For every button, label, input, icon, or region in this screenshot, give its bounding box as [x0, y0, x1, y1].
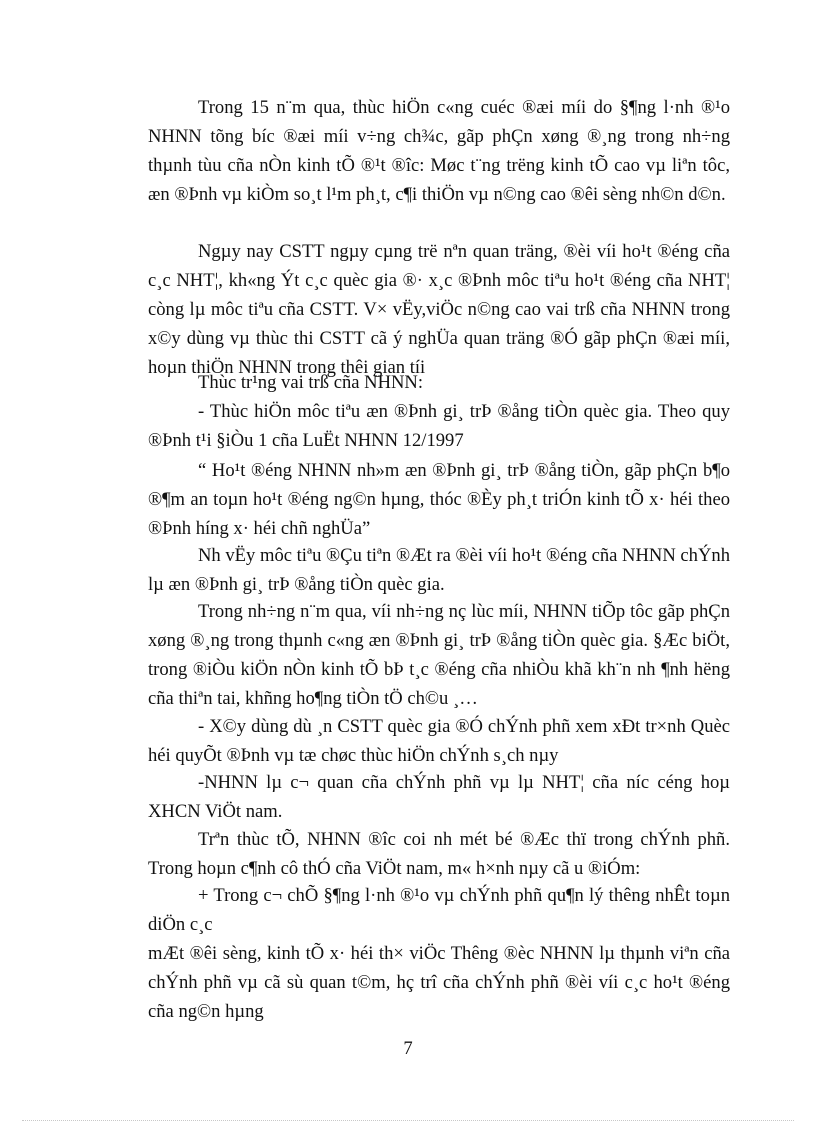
- paragraph-role-heading: Thùc tr¹ng vai trß cña NHNN:: [198, 372, 424, 393]
- paragraph-continuation: mÆt ®êi sèng, kinh tÕ x· héi th× viÖc Thêng ®èc NHNN lµ thµnh viªn cña chÝnh phñ vµ cã sù quan t©m, hç trî cña chÝnh phñ ®èi víi c¸c ho¹t ®éng cña ng©n hµng: [148, 943, 730, 1022]
- paragraph-objective: - Thùc hiÖn môc tiªu æn ®Þnh gi¸ trÞ ®ång tiÒn quèc gia. Theo quy ®Þnh t¹i §iÒu 1 cña LuËt NHNN 12/1997: [148, 401, 730, 451]
- page-number: 7: [403, 1038, 413, 1059]
- paragraph-government-agency: -NHNN lµ c¬ quan cña chÝnh phñ vµ lµ NHT¦ cña níc céng hoµ XHCN ViÖt nam.: [148, 772, 730, 822]
- paragraph-reform-results: Trong 15 n¨m qua, thùc hiÖn c«ng cuéc ®æi míi do §¶ng l·nh ®¹o NHNN tõng bíc ®æi míi v÷ng ch¾c, gãp phÇn xøng ®¸ng trong nh÷ng thµnh tùu cña nÒn kinh tÕ ®¹t ®îc: Møc t¨ng trëng kinh tÕ cao vµ liªn tôc, æn ®Þnh vµ kiÒm so¸t l¹m ph¸t, c¶i thiÖn vµ n©ng cao ®êi sèng nh©n d©n.: [148, 97, 730, 205]
- paragraph-achievements: Trong nh÷ng n¨m qua, víi nh÷ng nç lùc míi, NHNN tiÕp tôc gãp phÇn xøng ®¸ng trong thµnh c«ng æn ®Þnh gi¸ trÞ ®ång tiÒn quèc gia. §Æc biÖt, trong ®iÒu kiÖn nÒn kinh tÕ bÞ t¸c ®éng cña nhiÒu khã kh¨n nh ¶nh hëng cña thiªn tai, khñng ho¶ng tiÒn tÖ ch©u ¸…: [148, 601, 730, 709]
- paragraph-policy-formulation: - X©y dùng dù ¸n CSTT quèc gia ®Ó chÝnh phñ xem xÐt tr×nh Quèc héi quyÕt ®Þnh vµ tæ chøc thùc hiÖn chÝnh s¸ch nµy: [148, 716, 730, 766]
- page-bottom-divider: [22, 1120, 794, 1121]
- paragraph-first-objective: Nh vËy môc tiªu ®Çu tiªn ®Æt ra ®èi víi ho¹t ®éng cña NHNN chÝnh lµ æn ®Þnh gi¸ trÞ ®ång tiÒn quèc gia.: [148, 545, 730, 595]
- paragraph-quotation: “ Ho¹t ®éng NHNN nh»m æn ®Þnh gi¸ trÞ ®ång tiÒn, gãp phÇn b¶o ®¶m an toµn ho¹t ®éng ng©n hµng, thóc ®Èy ph¸t triÓn kinh tÕ x· héi theo ®Þnh híng x· héi chñ nghÜa”: [148, 460, 730, 539]
- paragraph-advantage-bullet: + Trong c¬ chÕ §¶ng l·nh ®¹o vµ chÝnh phñ qu¶n lý thêng nhÊt toµn diÖn c¸c: [148, 885, 730, 935]
- paragraph-in-practice: Trªn thùc tÕ, NHNN ®îc coi nh mét bé ®Æc thï trong chÝnh phñ. Trong hoµn c¶nh cô thÓ cña ViÖt nam, m« h×nh nµy cã u ®iÓm:: [148, 829, 730, 879]
- paragraph-monetary-policy-importance: Ngµy nay CSTT ngµy cµng trë nªn quan träng, ®èi víi ho¹t ®éng cña c¸c NHT¦, kh«ng Ýt c¸c quèc gia ®· x¸c ®Þnh môc tiªu ho¹t ®éng cña NHT¦ còng lµ môc tiªu cña CSTT. V× vËy,viÖc n©ng cao vai trß cña NHNN trong x©y dùng vµ thùc thi CSTT cã ý nghÜa quan träng ®Ó gãp phÇn ®æi míi, hoµn thiÖn NHNN trong thêi gian tíi: [148, 241, 730, 378]
